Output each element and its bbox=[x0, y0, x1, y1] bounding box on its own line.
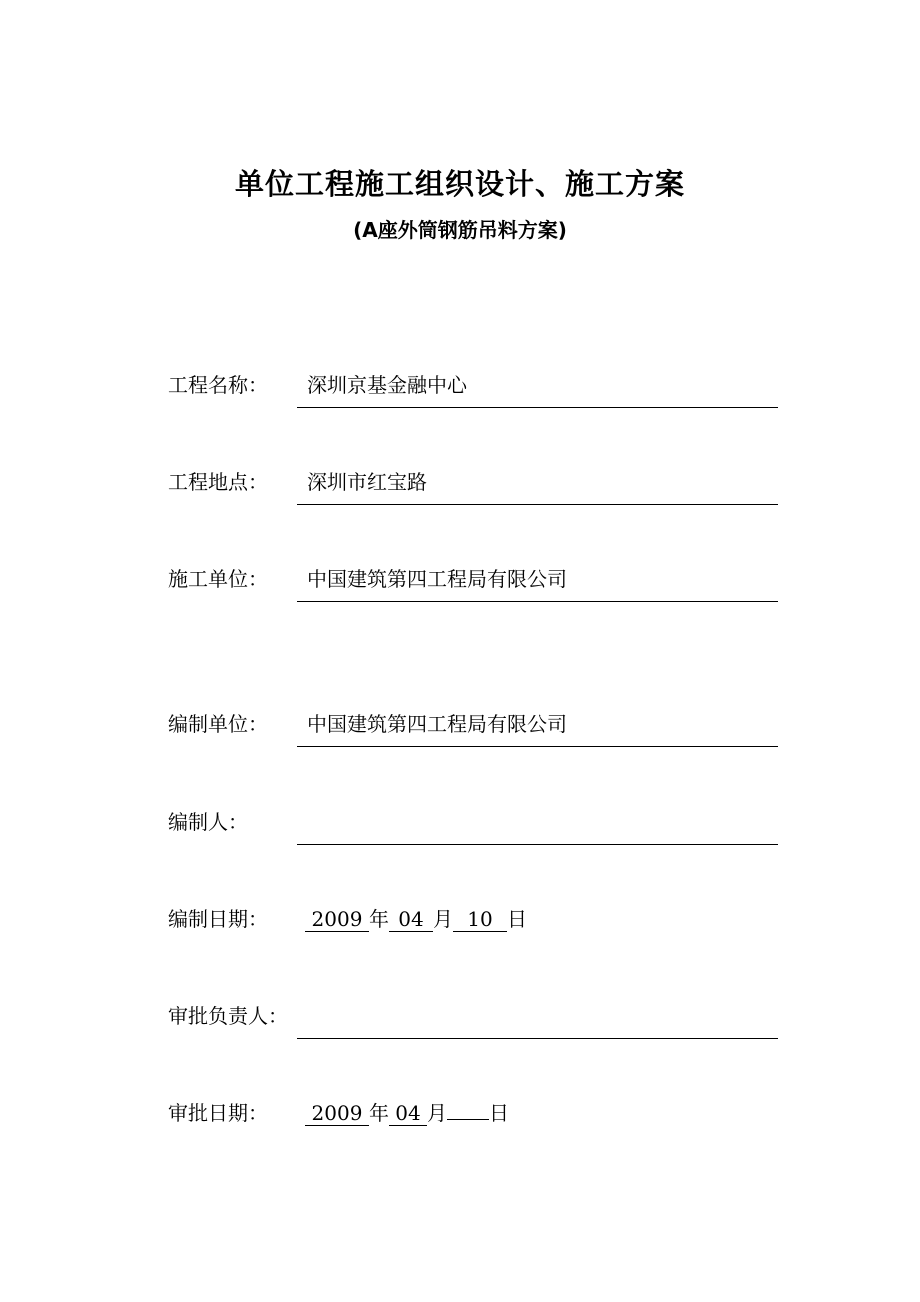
compile-date-label: 编制日期： bbox=[168, 907, 268, 931]
document-subtitle: (A座外筒钢筋吊料方案) bbox=[353, 218, 567, 242]
approval-date-year: 2009 bbox=[305, 1101, 369, 1126]
document-title: 单位工程施工组织设计、施工方案 bbox=[234, 167, 685, 201]
compiling-unit-label: 编制单位： bbox=[168, 712, 268, 736]
approval-date-day-unit: 日 bbox=[489, 1101, 509, 1125]
project-location-underline bbox=[297, 504, 778, 505]
approval-date bbox=[305, 1099, 509, 1127]
construction-unit-value: 中国建筑第四工程局有限公司 bbox=[307, 567, 567, 591]
compile-date-year-unit: 年 bbox=[369, 907, 389, 931]
project-location-value: 深圳市红宝路 bbox=[307, 470, 427, 494]
compiling-unit-underline bbox=[297, 746, 778, 747]
approver-label: 审批负责人： bbox=[168, 1004, 288, 1028]
construction-unit-underline bbox=[297, 601, 778, 602]
compile-date-day-unit: 日 bbox=[507, 907, 527, 931]
approval-date-day bbox=[447, 1119, 489, 1120]
compile-date-month: 04 bbox=[389, 907, 433, 932]
approval-date-month: 04 bbox=[389, 1101, 427, 1126]
approval-date-month-unit: 月 bbox=[427, 1101, 447, 1125]
approver-underline bbox=[297, 1038, 778, 1039]
compiling-unit-value: 中国建筑第四工程局有限公司 bbox=[307, 712, 567, 736]
compile-date-day: 10 bbox=[453, 907, 507, 932]
project-name-label: 工程名称： bbox=[168, 373, 268, 397]
project-location-label: 工程地点： bbox=[168, 470, 268, 494]
construction-unit-label: 施工单位： bbox=[168, 567, 268, 591]
compile-date-month-unit: 月 bbox=[433, 907, 453, 931]
project-name-value: 深圳京基金融中心 bbox=[307, 373, 467, 397]
project-name-underline bbox=[297, 407, 778, 408]
approval-date-year-unit: 年 bbox=[369, 1101, 389, 1125]
approval-date-label: 审批日期： bbox=[168, 1101, 268, 1125]
compile-date bbox=[305, 905, 527, 933]
compile-date-year: 2009 bbox=[305, 907, 369, 932]
compiler-label: 编制人： bbox=[168, 810, 248, 834]
compiler-underline bbox=[297, 844, 778, 845]
